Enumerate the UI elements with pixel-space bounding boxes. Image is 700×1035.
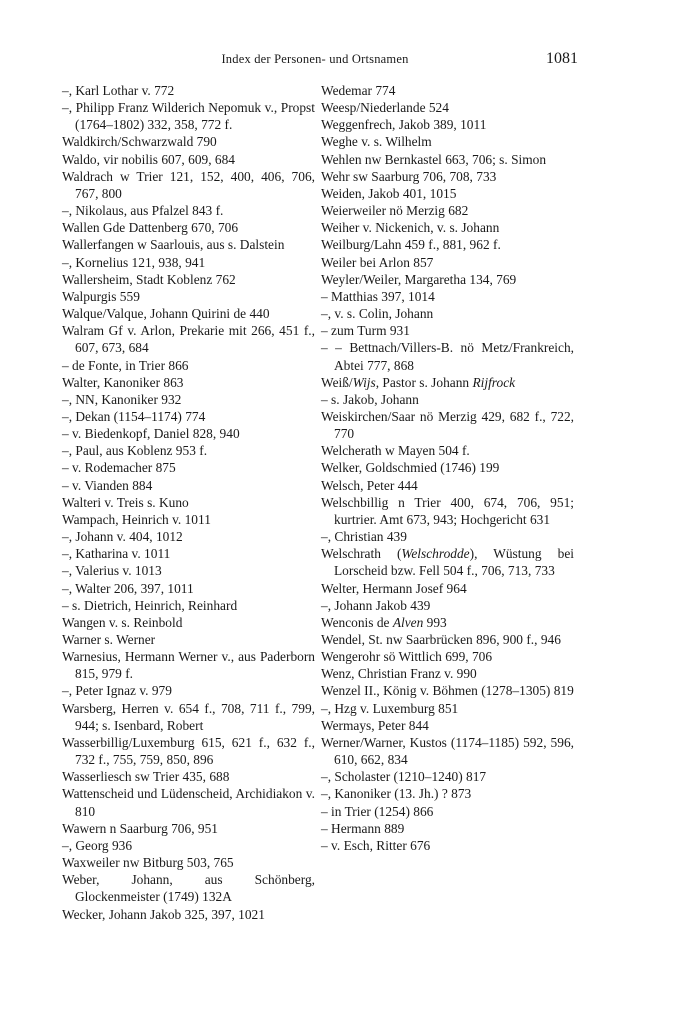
index-entry: –, Scholaster (1210–1240) 817 bbox=[321, 769, 487, 785]
index-entry: Weiden, Jakob 401, 1015 bbox=[321, 185, 457, 201]
index-entry: Wehr sw Saarburg 706, 708, 733 bbox=[321, 168, 497, 184]
index-entry: Wengerohr sö Wittlich 699, 706 bbox=[321, 649, 493, 665]
index-entry: –, Johann v. 404, 1012 bbox=[62, 529, 183, 545]
index-entry: –, Christian 439 bbox=[321, 529, 407, 545]
index-entry: – v. Esch, Ritter 676 bbox=[321, 837, 431, 853]
index-entry: – s. Jakob, Johann bbox=[321, 391, 419, 407]
index-entry: – s. Dietrich, Heinrich, Reinhard bbox=[62, 597, 238, 613]
index-entry: –, Nikolaus, aus Pfalzel 843 f. bbox=[62, 203, 224, 219]
index-entry: –, Philipp Franz Wilderich Nepomuk v., Propst (1764–1802) 332, 358, 772 f. bbox=[62, 100, 315, 133]
index-entry: –, Hzg v. Luxemburg 851 bbox=[321, 700, 459, 716]
index-entry: – Matthias 397, 1014 bbox=[321, 288, 435, 304]
index-entry: Weghe v. s. Wilhelm bbox=[321, 134, 432, 150]
index-entry: Weiß/Wijs, Pastor s. Johann Rijfrock bbox=[321, 374, 516, 390]
index-entry: Wangen v. s. Reinbold bbox=[62, 614, 183, 630]
index-entry: –, Walter 206, 397, 1011 bbox=[62, 580, 194, 596]
index-entry: –, NN, Kanoniker 932 bbox=[62, 391, 182, 407]
index-column-left bbox=[62, 82, 315, 923]
index-entry: Weber, Johann, aus Schönberg, Glockenmeister (1749) 132A bbox=[62, 872, 315, 905]
index-entry: Wenzel II., König v. Böhmen (1278–1305) 819 bbox=[321, 683, 574, 699]
index-entry: Wedemar 774 bbox=[321, 83, 396, 98]
index-entry: –, v. s. Colin, Johann bbox=[321, 306, 434, 322]
index-entry: Wenz, Christian Franz v. 990 bbox=[321, 666, 477, 682]
index-entry: Warner s. Werner bbox=[62, 632, 156, 647]
index-entry: Wecker, Johann Jakob 325, 397, 1021 bbox=[62, 906, 265, 922]
index-entry: Walram Gf v. Arlon, Prekarie mit 266, 451 f., 607, 673, 684 bbox=[62, 323, 315, 356]
index-entry: – zum Turm 931 bbox=[321, 323, 410, 339]
index-entry: Walque/Valque, Johann Quirini de 440 bbox=[62, 306, 270, 322]
running-head-title: Index der Personen- und Ortsnamen bbox=[221, 52, 409, 66]
index-entry: Warnesius, Hermann Werner v., aus Paderborn 815, 979 f. bbox=[62, 649, 315, 682]
index-entry: Weyler/Weiler, Margaretha 134, 769 bbox=[321, 271, 517, 287]
index-entry: Walteri v. Treis s. Kuno bbox=[62, 494, 189, 510]
index-entry: –, Peter Ignaz v. 979 bbox=[62, 683, 172, 699]
index-entry: Weilburg/Lahn 459 f., 881, 962 f. bbox=[321, 237, 501, 253]
index-entry: Wampach, Heinrich v. 1011 bbox=[62, 511, 211, 527]
index-entry: –, Johann Jakob 439 bbox=[321, 597, 431, 613]
index-entry: Wendel, St. nw Saarbrücken 896, 900 f., 946 bbox=[321, 632, 561, 647]
index-entry: Wenconis de Alven 993 bbox=[321, 614, 447, 630]
index-entry: Welcherath w Mayen 504 f. bbox=[321, 443, 470, 459]
page-number: 1081 bbox=[546, 50, 578, 67]
index-entry: Walter, Kanoniker 863 bbox=[62, 374, 184, 390]
index-entry: Weggenfrech, Jakob 389, 1011 bbox=[321, 117, 487, 133]
index-entry: Wallerfangen w Saarlouis, aus s. Dalstein bbox=[62, 237, 285, 253]
index-entry: –, Kanoniker (13. Jh.) ? 873 bbox=[321, 786, 472, 802]
index-entry: – v. Biedenkopf, Daniel 828, 940 bbox=[62, 426, 240, 442]
index-entry: Weierweiler nö Merzig 682 bbox=[321, 203, 469, 219]
index-entry: – v. Vianden 884 bbox=[62, 477, 153, 493]
index-entry: –, Karl Lothar v. 772 bbox=[62, 83, 175, 98]
index-entry: – v. Rodemacher 875 bbox=[62, 460, 176, 476]
index-entry: Weiskirchen/Saar nö Merzig 429, 682 f., 722, 770 bbox=[321, 408, 574, 442]
index-entry: – – Bettnach/Villers-B. nö Metz/Frankreich, Abtei 777, 868 bbox=[321, 340, 574, 373]
index-entry: Waxweiler nw Bitburg 503, 765 bbox=[62, 855, 234, 871]
index-entry: Warsberg, Herren v. 654 f., 708, 711 f., 799, 944; s. Isenbard, Robert bbox=[62, 700, 315, 733]
index-entry: Walpurgis 559 bbox=[62, 288, 140, 304]
index-entry: Weiher v. Nickenich, v. s. Johann bbox=[321, 220, 500, 236]
index-entry: Wasserliesch sw Trier 435, 688 bbox=[62, 769, 230, 785]
index-entry: Welter, Hermann Josef 964 bbox=[321, 580, 467, 596]
index-entry: Wallersheim, Stadt Koblenz 762 bbox=[62, 271, 236, 287]
index-entry: Wasserbillig/Luxemburg 615, 621 f., 632 f., 732 f., 755, 759, 850, 896 bbox=[62, 734, 315, 768]
index-entry: Wermays, Peter 844 bbox=[321, 717, 429, 733]
index-entry: –, Dekan (1154–1174) 774 bbox=[62, 408, 206, 424]
index-entry: –, Kornelius 121, 938, 941 bbox=[62, 254, 206, 270]
index-entry: Waldrach w Trier 121, 152, 400, 406, 706, 767, 800 bbox=[62, 168, 315, 201]
index-entry: Welker, Goldschmied (1746) 199 bbox=[321, 460, 500, 476]
index-entry: – in Trier (1254) 866 bbox=[321, 803, 434, 819]
index-entry: Welschrath (Welschrodde), Wüstung bei Lorscheid bzw. Fell 504 f., 706, 713, 733 bbox=[321, 546, 574, 579]
index-entry: Werner/Warner, Kustos (1174–1185) 592, 596, 610, 662, 834 bbox=[321, 734, 574, 768]
index-entry: –, Valerius v. 1013 bbox=[62, 563, 162, 579]
index-entry: –, Georg 936 bbox=[62, 837, 133, 853]
index-entry: –, Paul, aus Koblenz 953 f. bbox=[62, 443, 208, 459]
index-entry: Waldo, vir nobilis 607, 609, 684 bbox=[62, 151, 235, 167]
index-entry: Wehlen nw Bernkastel 663, 706; s. Simon bbox=[321, 151, 547, 167]
index-entry: –, Katharina v. 1011 bbox=[62, 546, 171, 562]
index-entry: – Hermann 889 bbox=[321, 820, 405, 836]
index-entry: Waldkirch/Schwarzwald 790 bbox=[62, 134, 217, 150]
index-entry: Wawern n Saarburg 706, 951 bbox=[62, 820, 218, 836]
running-head bbox=[0, 50, 700, 70]
index-entry: Welsch, Peter 444 bbox=[321, 477, 418, 493]
index-entry: Weiler bei Arlon 857 bbox=[321, 254, 434, 270]
index-column-right bbox=[321, 82, 574, 854]
index-entry: Welschbillig n Trier 400, 674, 706, 951; kurtrier. Amt 673, 943; Hochgericht 631 bbox=[321, 494, 574, 527]
index-entry: Wattenscheid und Lüdenscheid, Archidiakon v. 810 bbox=[62, 786, 315, 819]
index-entry: – de Fonte, in Trier 866 bbox=[62, 357, 189, 373]
index-entry: Wallen Gde Dattenberg 670, 706 bbox=[62, 220, 239, 236]
index-entry: Weesp/Niederlande 524 bbox=[321, 100, 449, 116]
